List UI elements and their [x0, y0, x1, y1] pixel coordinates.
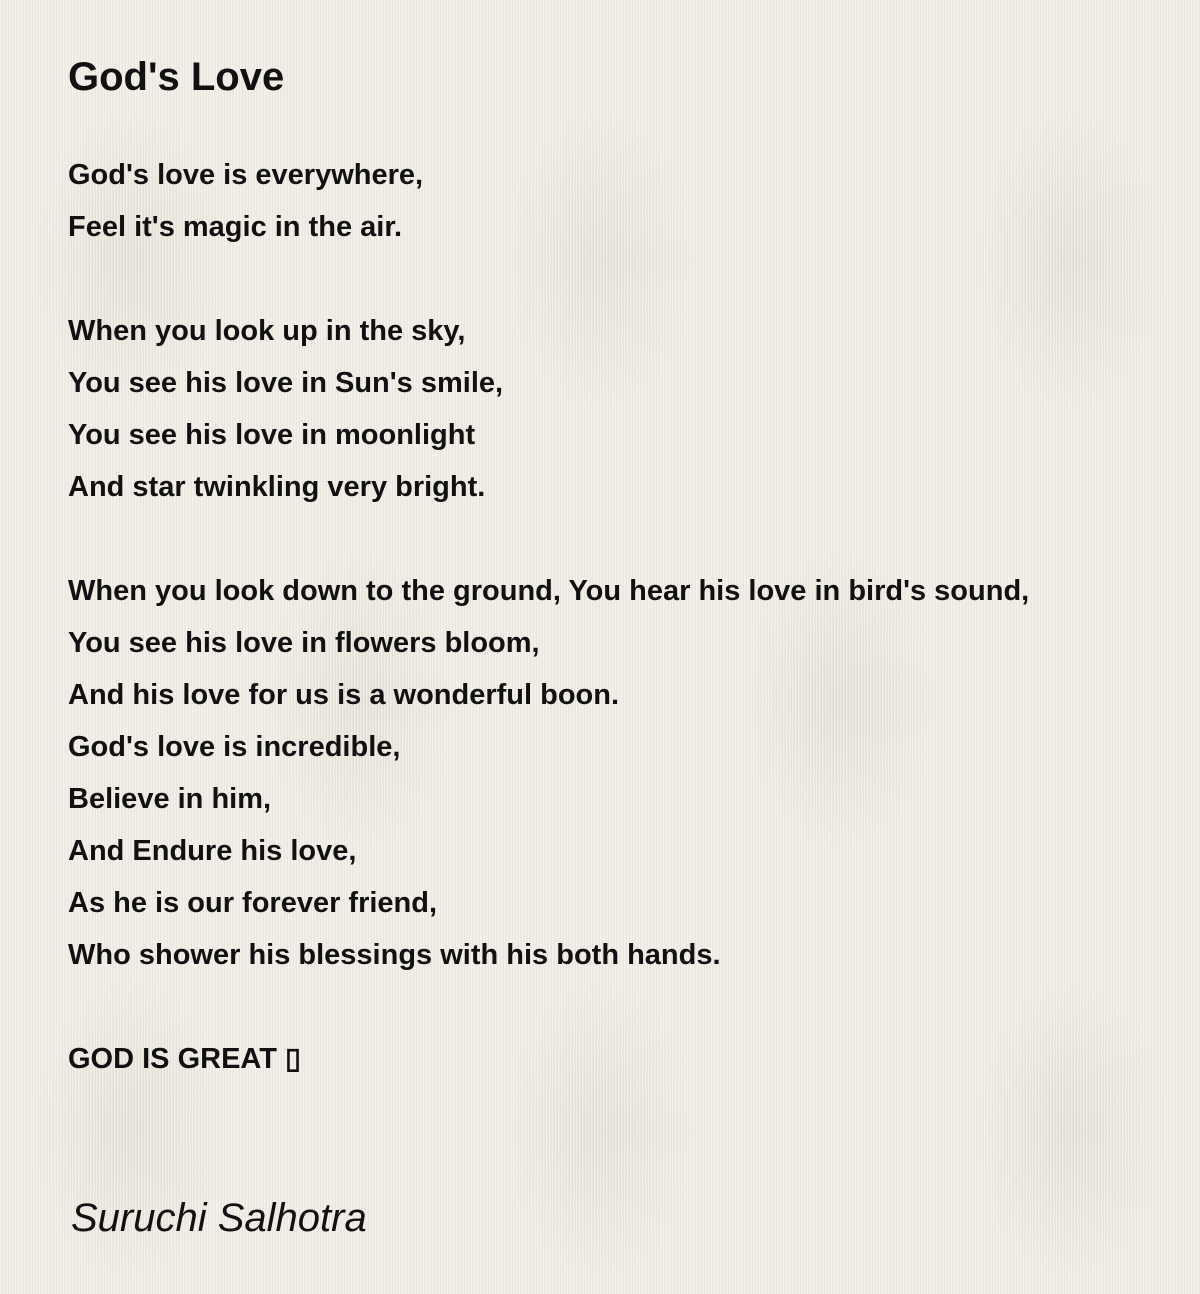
stanza-break: [68, 981, 1178, 1033]
poem-line: And Endure his love,: [68, 835, 357, 867]
poem-line: As he is our forever friend,: [68, 887, 438, 919]
poem-line: And his love for us is a wonderful boon.: [68, 679, 620, 711]
poem-line: You see his love in moonlight: [68, 419, 476, 451]
poem-line: Who shower his blessings with his both hands.: [68, 939, 721, 971]
poem-line: When you look up in the sky,: [68, 315, 466, 347]
poem-line: Feel it's magic in the air.: [68, 211, 403, 243]
stanza-break: [68, 253, 1178, 305]
poem-line: GOD IS GREAT ▯: [68, 1043, 301, 1075]
poem-title: God's Love: [68, 55, 285, 99]
poem-author: Suruchi Salhotra: [71, 1196, 367, 1240]
poem-line: And star twinkling very bright.: [68, 471, 486, 503]
poem-line: When you look down to the ground, You hear his love in bird's sound,: [68, 575, 1030, 607]
poem-line: God's love is incredible,: [68, 731, 401, 763]
poem-line: You see his love in Sun's smile,: [68, 367, 504, 399]
stanza-break: [68, 513, 1178, 565]
poem-body: [68, 149, 1178, 1085]
poem-line: Believe in him,: [68, 783, 272, 815]
poem-line: You see his love in flowers bloom,: [68, 627, 540, 659]
poem-line: God's love is everywhere,: [68, 159, 424, 191]
